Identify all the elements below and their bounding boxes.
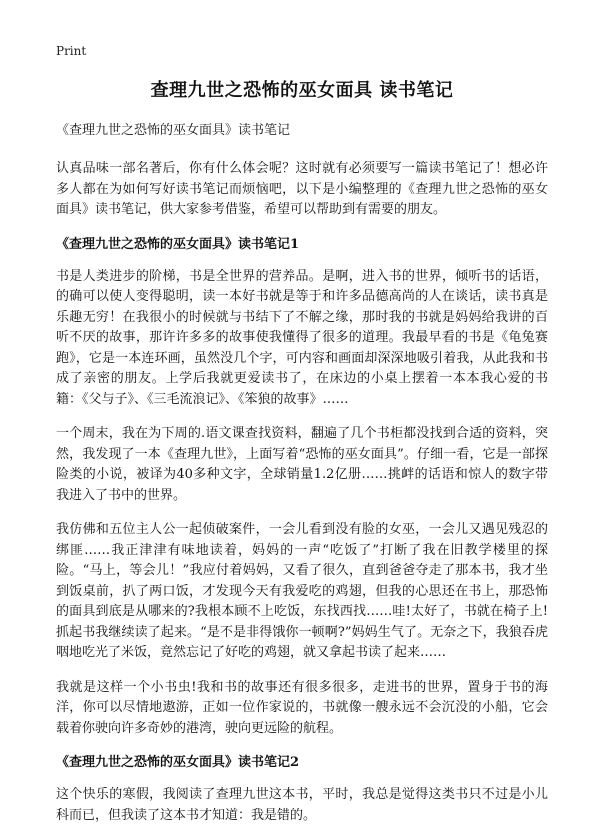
print-link[interactable]: Print — [56, 44, 87, 58]
section-heading-2: 《查理九世之恐怖的巫女面具》读书笔记2 — [56, 755, 300, 770]
section-1-paragraph-1: 书是人类进步的阶梯，书是全世界的营养品。是啊，进入书的世界，倾听书的话语，的确可以使人变得聪明，读一本好书就是等于和许多品德高尚的人在谈话，读书真是乐趣无穷！在我很小的时候就与书结下了不解之缘，那时我的书就是妈妈给我讲的百听不厌的故事，那许许多多的故事使我懂得了很多的道理。我最早看的书是《龟兔赛跑》，它是一本连环画，虽然没几个字，可内容和画面却深深地吸引着我，从此我和书成了亲密的朋友。上学后我就更爱读书了，在床边的小桌上摆着一本本我心爱的书籍：《父与子》、《三毛流浪记》、《笨狼的故事》…… — [56, 268, 548, 407]
document-page — [56, 76, 548, 840]
document-subtitle: 《查理九世之恐怖的巫女面具》读书笔记 — [56, 123, 291, 138]
section-1-paragraph-4: 我就是这样一个小书虫!我和书的故事还有很多很多，走进书的世界，置身于书的海洋，你可以尽情地遨游，正如一位作家说的，书就像一艘永远不会沉没的小船，它会载着你驶向许多奇妙的港湾，驶向更远险的航程。 — [56, 679, 548, 736]
section-1-paragraph-3: 我仿佛和五位主人公一起侦破案件，一会儿看到没有脸的女巫，一会儿又遇见残忍的绑匪……我正津津有味地读着，妈妈的一声“吃饭了”打断了我在旧教学楼里的探险。“马上，等会儿！”我应付着妈妈，又看了很久，直到爸爸夺走了那本书，我才坐到饭桌前，扒了两口饭，才发现今天有我爱吃的鸡翅，但我的心思还在书上，那恐怖的面具到底是从哪来的?我根本顾不上吃饭，东找西找……哇!太好了，书就在椅子上!抓起书我继续读了起来。“是不是非得饿你一顿啊?”妈妈生气了。无奈之下，我狼吞虎咽地吃光了米饭，竟然忘记了好吃的鸡翅，就又拿起书读了起来…… — [56, 522, 548, 660]
intro-paragraph: 认真品味一部名著后，你有什么体会呢？这时就有必须要写一篇读书笔记了！想必许多人都在为如何写好读书笔记而烦恼吧，以下是小编整理的《查理九世之恐怖的巫女面具》读书笔记，供大家参考借鉴，希望可以帮助到有需要的朋友。 — [56, 161, 548, 217]
page-title: 查理九世之恐怖的巫女面具 读书笔记 — [150, 80, 454, 101]
section-heading-1: 《查理九世之恐怖的巫女面具》读书笔记1 — [56, 236, 300, 252]
section-2-paragraph-1: 这个快乐的寒假，我阅读了查理九世这本书，平时，我总是觉得这类书只不过是小儿科而已，但我读了这本书才知道：我是错的。 — [56, 787, 548, 823]
section-1-paragraph-2: 一个周末，我在为下周的.语文课查找资料，翻遍了几个书柜都没找到合适的资料，突然，我发现了一本《查理九世》，上面写着“恐怖的巫女面具”。仔细一看，它是一部探险类的小说，被译为40多种文字，全球销量1.2亿册……挑衅的话语和惊人的数字带我进入了书中的世界。 — [56, 426, 548, 503]
